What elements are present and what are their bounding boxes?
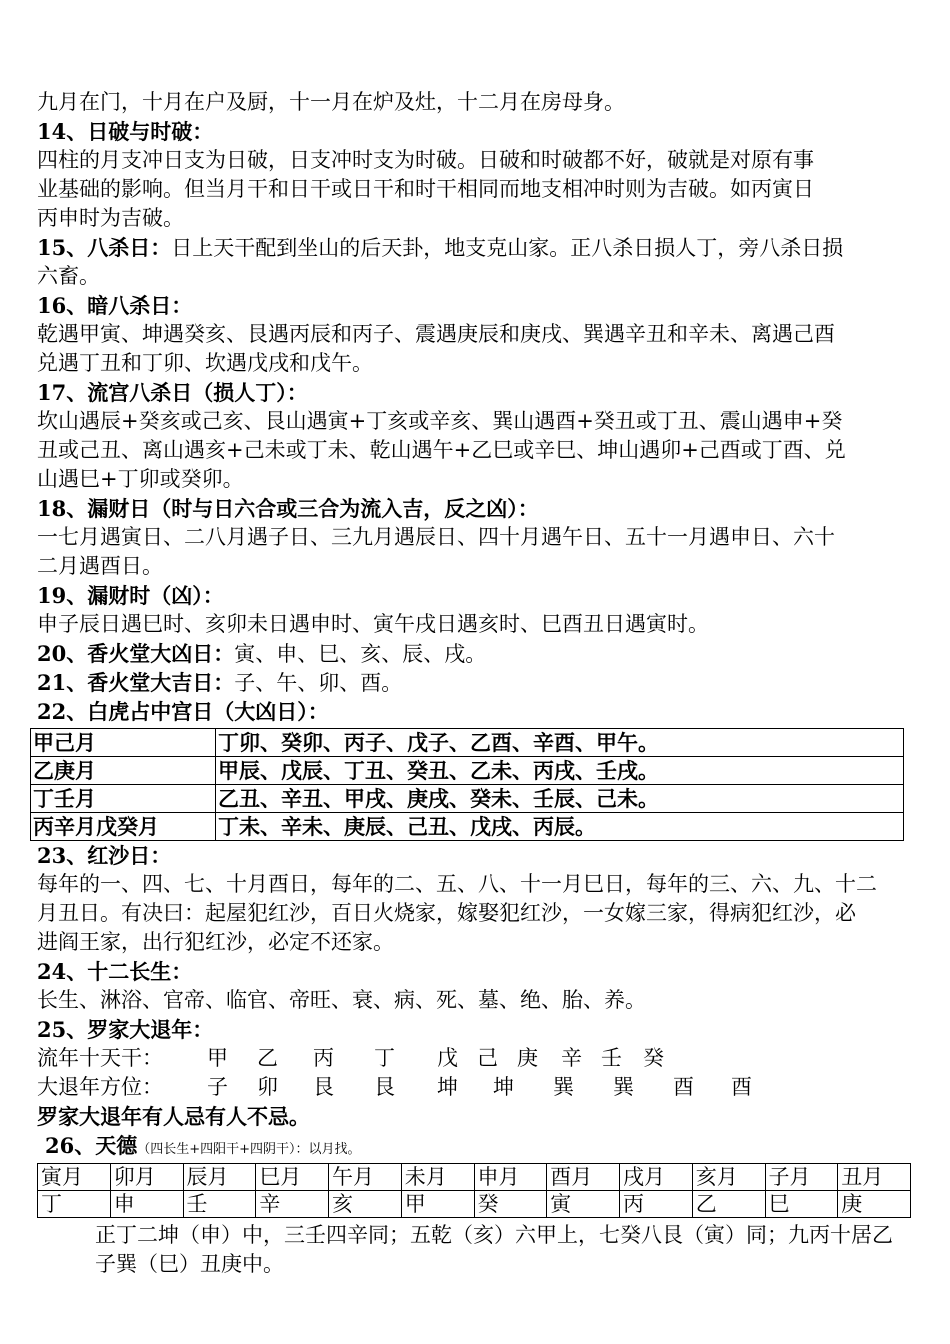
body-text: 六畜。 (37, 264, 100, 288)
row-value: 坤 (437, 1075, 458, 1099)
body-text: 丑或己丑、离山遇亥+己未或丁未、乾山遇午+乙巳或辛巳、坤山遇卯+己酉或丁酉、兑 (37, 438, 846, 462)
body-text: 业基础的影响。但当月干和日干或日干和时干相同而地支相冲时则为吉破。如丙寅日 (37, 177, 814, 201)
month-cell: 丑月 (838, 1164, 911, 1191)
section-heading: 20、香火堂大凶日： (37, 641, 235, 666)
row-value: 艮 (313, 1075, 334, 1099)
section-heading: 22、白虎占中宫日（大凶日）： (37, 699, 329, 724)
text-line (37, 117, 913, 146)
text-line (37, 146, 913, 175)
month-cell: 卯月 (110, 1164, 183, 1191)
text-line (37, 841, 913, 870)
luojia-row-directions (37, 1073, 913, 1102)
section-heading: 21、香火堂大吉日： (37, 670, 235, 695)
section-heading: 19、漏财时（凶）： (37, 583, 224, 608)
text-line (37, 175, 913, 204)
text-line (37, 465, 913, 494)
row-value: 卯 (257, 1075, 278, 1099)
tiande-table (37, 1163, 911, 1218)
body-text: 寅、申、巳、亥、辰、戌。 (234, 642, 487, 666)
days-cell: 丁卯、癸卯、丙子、戊子、乙酉、辛酉、甲午。 (216, 729, 904, 757)
text-line (37, 436, 913, 465)
text-line (37, 957, 913, 986)
text-line (37, 407, 913, 436)
row-value: 酉 (731, 1075, 752, 1099)
text-line (37, 204, 913, 233)
row-value: 坤 (493, 1075, 514, 1099)
month-cell: 寅月 (38, 1164, 111, 1191)
row-value: 巽 (553, 1075, 574, 1099)
row-value: 子 (207, 1075, 228, 1099)
section-text-a (37, 88, 913, 726)
text-line (37, 697, 913, 726)
value-cell: 甲 (401, 1191, 474, 1218)
month-cell: 未月 (401, 1164, 474, 1191)
section-heading: 25、罗家大退年： (37, 1017, 214, 1042)
tiande-verse-1: 正丁二坤（申）中，三壬四辛同；五乾（亥）六甲上，七癸八艮（寅）同；九丙十居乙 (95, 1223, 893, 1247)
section-heading: 15、八杀日： (37, 235, 172, 260)
month-cell: 酉月 (547, 1164, 620, 1191)
row-value: 壬 (601, 1046, 622, 1070)
text-line (37, 899, 913, 928)
text-line (37, 1015, 913, 1044)
section-text-b (37, 841, 913, 1044)
month-cell: 申月 (474, 1164, 547, 1191)
row-value: 癸 (643, 1046, 664, 1070)
row-value: 己 (477, 1046, 498, 1070)
row-value: 戊 (437, 1046, 458, 1070)
tiande-values-row (38, 1191, 911, 1218)
text-line (37, 233, 913, 262)
row-value: 甲 (207, 1046, 228, 1070)
row-label: 流年十天干： (37, 1046, 163, 1070)
text-line (37, 494, 913, 523)
month-cell: 巳月 (256, 1164, 329, 1191)
tiande-title: 26、天德 (45, 1133, 138, 1158)
value-cell: 乙 (692, 1191, 765, 1218)
month-cell: 亥月 (692, 1164, 765, 1191)
section-heading: 23、红沙日： (37, 843, 172, 868)
tiande-verse-2: 子巽（巳）丑庚中。 (95, 1252, 284, 1276)
value-cell: 丙 (620, 1191, 693, 1218)
body-text: 兑遇丁丑和丁卯、坎遇戊戌和戊午。 (37, 351, 373, 375)
tiande-months-row (38, 1164, 911, 1191)
section-heading: 18、漏财日（时与日六合或三合为流入吉，反之凶）： (37, 496, 539, 521)
text-line (37, 552, 913, 581)
table-row (31, 729, 904, 757)
row-value: 辛 (561, 1046, 582, 1070)
table-row (31, 813, 904, 841)
row-value: 艮 (374, 1075, 395, 1099)
tiande-subtitle: （四长生+四阳干+四阴干）：以月找。 (137, 1142, 361, 1157)
body-text: 月丑日。有决曰：起屋犯红沙，百日火烧家，嫁娶犯红沙，一女嫁三家，得病犯红沙，必 (37, 901, 856, 925)
body-text: 九月在门，十月在户及厨，十一月在炉及灶，十二月在房母身。 (37, 90, 625, 114)
days-cell: 丁未、辛未、庚辰、己丑、戊戌、丙辰。 (216, 813, 904, 841)
value-cell: 辛 (256, 1191, 329, 1218)
value-cell: 丁 (38, 1191, 111, 1218)
month-cell: 子月 (765, 1164, 838, 1191)
body-text: 长生、淋浴、官帝、临官、帝旺、衰、病、死、墓、绝、胎、养。 (37, 988, 646, 1012)
month-cell: 甲己月 (31, 729, 216, 757)
value-cell: 壬 (183, 1191, 256, 1218)
luojia-row-stems (37, 1044, 913, 1073)
body-text: 日上天干配到坐山的后天卦，地支克山家。正八杀日损人丁，旁八杀日损 (171, 236, 844, 260)
value-cell: 癸 (474, 1191, 547, 1218)
text-line (37, 262, 913, 291)
body-text: 四柱的月支冲日支为日破，日支冲时支为时破。日破和时破都不好，破就是对原有事 (37, 148, 814, 172)
month-cell: 丁壬月 (31, 785, 216, 813)
text-line (37, 928, 913, 957)
body-text: 每年的一、四、七、十月酉日，每年的二、五、八、十一月巳日，每年的三、六、九、十二 (37, 872, 877, 896)
month-cell: 丙辛月戊癸月 (31, 813, 216, 841)
text-line (37, 668, 913, 697)
days-cell: 乙丑、辛丑、甲戌、庚戌、癸未、壬辰、己未。 (216, 785, 904, 813)
month-cell: 戌月 (620, 1164, 693, 1191)
table-row (31, 785, 904, 813)
body-text: 丙申时为吉破。 (37, 206, 184, 230)
text-line (37, 986, 913, 1015)
text-line (37, 870, 913, 899)
value-cell: 亥 (329, 1191, 402, 1218)
month-cell: 辰月 (183, 1164, 256, 1191)
text-line (37, 523, 913, 552)
text-line (37, 88, 913, 117)
row-value: 巽 (613, 1075, 634, 1099)
tiande-heading (37, 1131, 913, 1160)
body-text: 子、午、卯、酉。 (234, 671, 403, 695)
section-heading: 16、暗八杀日： (37, 293, 193, 318)
row-value: 酉 (673, 1075, 694, 1099)
text-line (37, 349, 913, 378)
month-cell: 乙庚月 (31, 757, 216, 785)
days-cell: 甲辰、戊辰、丁丑、癸丑、乙未、丙戌、壬戌。 (216, 757, 904, 785)
text-line (37, 581, 913, 610)
value-cell: 庚 (838, 1191, 911, 1218)
section-heading: 14、日破与时破： (37, 119, 214, 144)
value-cell: 寅 (547, 1191, 620, 1218)
section-heading: 24、十二长生： (37, 959, 193, 984)
body-text: 坎山遇辰+癸亥或己亥、艮山遇寅+丁亥或辛亥、巽山遇酉+癸丑或丁丑、震山遇申+癸 (37, 409, 843, 433)
row-value: 乙 (257, 1046, 278, 1070)
text-line (37, 291, 913, 320)
value-cell: 申 (110, 1191, 183, 1218)
body-text: 进阎王家，出行犯红沙，必定不还家。 (37, 930, 394, 954)
body-text: 二月遇酉日。 (37, 554, 163, 578)
section-heading: 17、流宫八杀日（损人丁）： (37, 380, 308, 405)
document-page (33, 88, 913, 1279)
table-row (31, 757, 904, 785)
text-line (37, 639, 913, 668)
row-label: 大退年方位： (37, 1075, 163, 1099)
value-cell: 巳 (765, 1191, 838, 1218)
month-cell: 午月 (329, 1164, 402, 1191)
body-text: 一七月遇寅日、二八月遇子日、三九月遇辰日、四十月遇午日、五十一月遇申日、六十 (37, 525, 835, 549)
text-line (37, 610, 913, 639)
body-text: 乾遇甲寅、坤遇癸亥、艮遇丙辰和丙子、震遇庚辰和庚戌、巽遇辛丑和辛未、离遇己酉 (37, 322, 835, 346)
row-value: 丁 (374, 1046, 395, 1070)
luojia-note: 罗家大退年有人忌有人不忌。 (37, 1104, 310, 1129)
row-value: 庚 (517, 1046, 538, 1070)
body-text: 山遇巳+丁卯或癸卯。 (37, 467, 244, 491)
text-line (37, 378, 913, 407)
text-line (37, 320, 913, 349)
baihu-table (30, 728, 904, 841)
row-value: 丙 (313, 1046, 334, 1070)
body-text: 申子辰日遇巳时、亥卯未日遇申时、寅午戌日遇亥时、巳酉丑日遇寅时。 (37, 612, 709, 636)
